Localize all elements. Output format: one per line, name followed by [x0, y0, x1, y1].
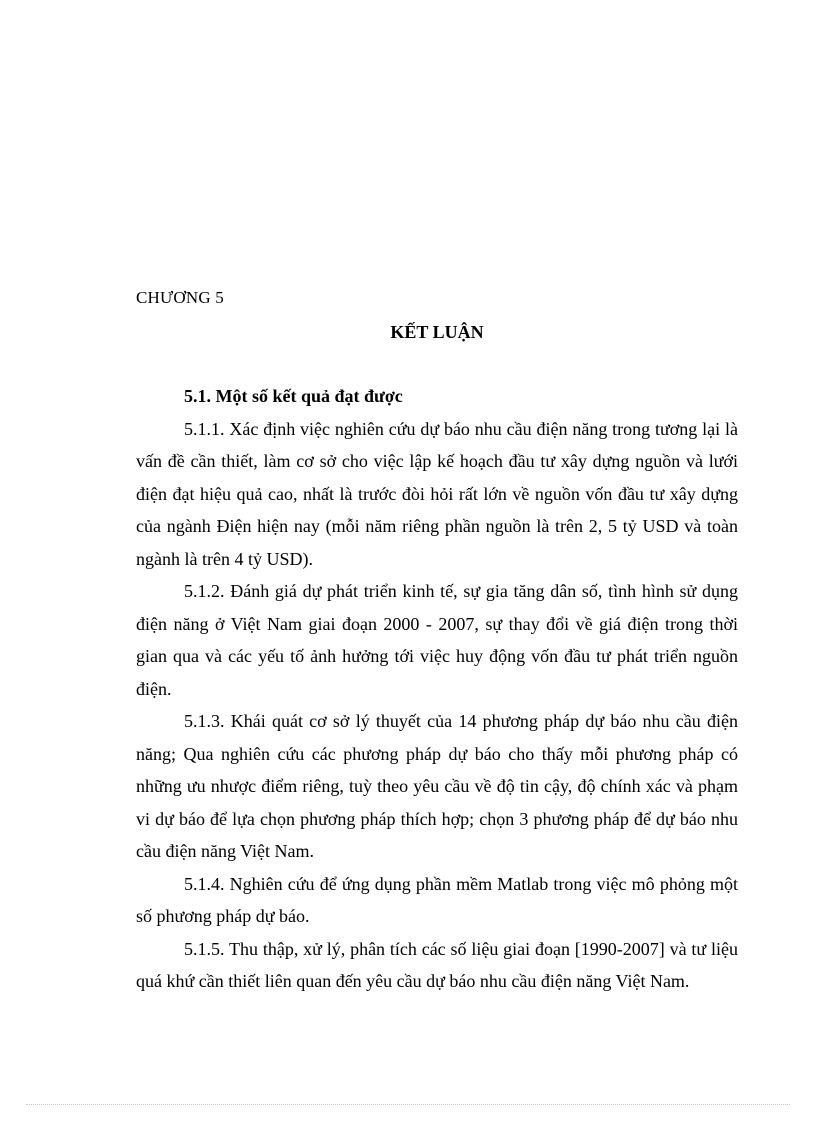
chapter-title: KẾT LUẬN	[390, 322, 484, 342]
section-heading: 5.1. Một số kết quả đạt được	[184, 386, 403, 406]
paragraph-5-1-4: 5.1.4. Nghiên cứu để ứng dụng phần mềm Matlab trong việc mô phỏng một số phương pháp dự báo.	[136, 873, 738, 926]
page-bottom-divider	[26, 1104, 790, 1105]
paragraph-5-1-2: 5.1.2. Đánh giá dự phát triển kinh tế, sự gia tăng dân số, tình hình sử dụng điện năng ở Việt Nam giai đoạn 2000 - 2007, sự thay đổi về giá điện trong thời gian qua và các yếu tố ảnh hưởng tới việc huy động vốn đầu tư phát triển nguồn điện.	[136, 581, 738, 699]
paragraph-5-1-1: 5.1.1. Xác định việc nghiên cứu dự báo nhu cầu điện năng trong tương lại là vấn đề cần thiết, làm cơ sở cho việc lập kế hoạch đầu tư xây dựng nguồn và lưới điện đạt hiệu quả cao, nhất là trước đòi hỏi rất lớn về nguồn vốn đầu tư xây dựng của ngành Điện hiện nay (mỗi năm riêng phần nguồn là trên 2, 5 tỷ USD và toàn ngành là trên 4 tỷ USD).	[136, 418, 738, 569]
paragraph-5-1-5: 5.1.5. Thu thập, xử lý, phân tích các số liệu giai đoạn [1990-2007] và tư liệu quá khứ cần thiết liên quan đến yêu cầu dự báo nhu cầu điện năng Việt Nam.	[136, 938, 738, 991]
chapter-label: CHƯƠNG 5	[136, 288, 224, 307]
paragraph-5-1-3: 5.1.3. Khái quát cơ sở lý thuyết của 14 phương pháp dự báo nhu cầu điện năng; Qua nghiên cứu các phương pháp dự báo cho thấy mỗi phương pháp có những ưu nhược điểm riêng, tuỳ theo yêu cầu về độ tin cậy, độ chính xác và phạm vi dự báo để lựa chọn phương pháp thích hợp; chọn 3 phương pháp để dự báo nhu cầu điện năng Việt Nam.	[136, 711, 738, 861]
section-content	[136, 380, 738, 998]
